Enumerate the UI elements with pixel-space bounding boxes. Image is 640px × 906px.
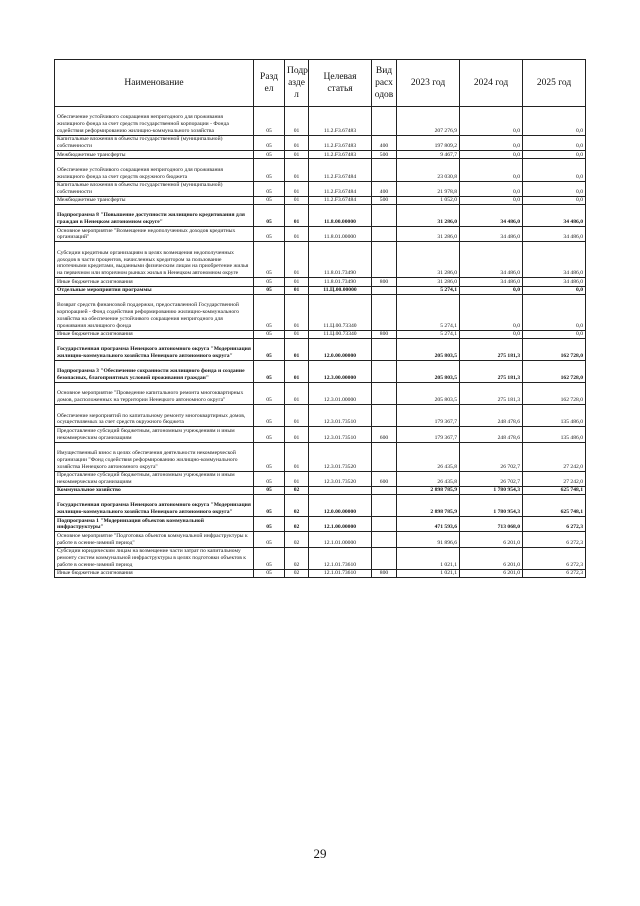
row-target-cell: 12.1.01.73610 (309, 547, 372, 569)
row-subsection-cell: 01 (285, 442, 309, 471)
row-name-cell: Предоставление субсидий бюджетным, автономным учреждениям и иным некоммерческим организациям (55, 471, 254, 486)
row-name-cell: Обеспечение устойчивого сокращения непригодного для проживания жилищного фонда за счет средств окружного бюджета (55, 159, 254, 181)
row-2024-cell: 713 068,0 (460, 517, 523, 532)
row-2024-cell: 1 780 954,3 (460, 495, 523, 517)
row-name-cell: Подпрограмма 3 "Обеспечение сохранности жилищного фонда и создание безопасных, благоприятных условий проживания граждан" (55, 361, 254, 383)
row-expense-type-cell (372, 286, 397, 294)
table-body (55, 107, 586, 578)
row-2024-cell: 34 486,0 (460, 227, 523, 242)
row-2023-cell: 1 052,0 (397, 196, 460, 204)
row-name-cell: Иные бюджетные ассигнования (55, 278, 254, 286)
row-expense-type-cell (372, 532, 397, 547)
row-expense-type-cell (372, 361, 397, 383)
table-row (55, 136, 586, 151)
row-2023-cell: 31 286,0 (397, 227, 460, 242)
row-2024-cell: 248 478,6 (460, 427, 523, 442)
budget-table (54, 59, 586, 578)
row-2025-cell: 0,0 (523, 286, 586, 294)
budget-sheet (54, 59, 585, 578)
row-subsection-cell: 02 (285, 532, 309, 547)
row-expense-type-cell: 800 (372, 330, 397, 338)
header-expense-type: Вид расх одов (372, 60, 397, 107)
row-2023-cell: 5 274,1 (397, 286, 460, 294)
row-2024-cell: 1 780 954,3 (460, 486, 523, 494)
row-target-cell: 12.3.01.73520 (309, 471, 372, 486)
table-row (55, 330, 586, 338)
row-2025-cell: 6 272,3 (523, 532, 586, 547)
row-target-cell: 12.3.01.73510 (309, 427, 372, 442)
row-name-cell: Предоставление субсидий бюджетным, автономным учреждениям и иным некоммерческим организациям (55, 427, 254, 442)
table-header-row (55, 60, 586, 107)
row-subsection-cell: 01 (285, 151, 309, 159)
row-2023-cell: 179 367,7 (397, 427, 460, 442)
row-subsection-cell: 01 (285, 294, 309, 330)
table-row (55, 196, 586, 204)
row-subsection-cell: 01 (285, 427, 309, 442)
row-2023-cell: 197 809,2 (397, 136, 460, 151)
row-name-cell: Государственная программа Ненецкого автономного округа "Модернизация жилищно-коммунального хозяйства Ненецкого автономного округа" (55, 339, 254, 361)
row-2024-cell: 34 486,0 (460, 205, 523, 227)
row-2025-cell: 0,0 (523, 181, 586, 196)
row-2025-cell: 625 748,1 (523, 495, 586, 517)
row-2025-cell: 27 242,0 (523, 471, 586, 486)
row-subsection-cell: 01 (285, 361, 309, 383)
row-section-cell: 05 (254, 278, 285, 286)
row-expense-type-cell (372, 405, 397, 427)
row-section-cell: 05 (254, 427, 285, 442)
row-section-cell: 05 (254, 330, 285, 338)
row-section-cell: 05 (254, 405, 285, 427)
row-name-cell: Отдельные мероприятия программы (55, 286, 254, 294)
row-2025-cell: 0,0 (523, 107, 586, 136)
row-2023-cell: 26 435,8 (397, 471, 460, 486)
page-number: 29 (313, 846, 327, 861)
table-row (55, 294, 586, 330)
row-subsection-cell: 02 (285, 569, 309, 577)
row-section-cell: 05 (254, 136, 285, 151)
row-name-cell: Возврат средств финансовой поддержки, предоставленной Государственной корпорацией - Фонд содействия реформированию жилищно-коммунального хозяйства на обеспечение устойчивого сокращения непригодного для проживания жилищного фонда (55, 294, 254, 330)
row-2024-cell: 275 181,3 (460, 361, 523, 383)
row-2024-cell: 6 201,0 (460, 547, 523, 569)
row-2024-cell: 26 702,7 (460, 442, 523, 471)
row-name-cell: Имущественный взнос в целях обеспечения деятельности некоммерческой организации "Фонд содействия реформированию жилищно-коммунального хозяйства Ненецкого автономного округа" (55, 442, 254, 471)
row-2023-cell: 205 803,5 (397, 339, 460, 361)
row-2025-cell: 0,0 (523, 196, 586, 204)
row-2023-cell: 2 898 785,9 (397, 486, 460, 494)
row-expense-type-cell (372, 242, 397, 278)
row-expense-type-cell: 600 (372, 427, 397, 442)
row-2025-cell: 0,0 (523, 159, 586, 181)
row-2024-cell: 26 702,7 (460, 471, 523, 486)
row-target-cell: 11.8.01.73490 (309, 242, 372, 278)
row-name-cell: Субсидии юридическим лицам на возмещение части затрат по капитальному ремонту систем коммунальной инфраструктуры в целях подготовки объектов к работе в осенне-зимний период (55, 547, 254, 569)
row-section-cell: 05 (254, 471, 285, 486)
row-2024-cell: 0,0 (460, 181, 523, 196)
row-subsection-cell: 01 (285, 405, 309, 427)
row-name-cell: Межбюджетные трансферты (55, 196, 254, 204)
row-2023-cell: 207 276,9 (397, 107, 460, 136)
table-row (55, 383, 586, 405)
table-row (55, 547, 586, 569)
row-name-cell: Подпрограмма 1 "Модернизация объектов коммунальной инфраструктуры" (55, 517, 254, 532)
row-2023-cell: 31 286,0 (397, 278, 460, 286)
row-expense-type-cell (372, 107, 397, 136)
table-row (55, 427, 586, 442)
row-2023-cell: 471 593,6 (397, 517, 460, 532)
row-name-cell: Субсидии кредитным организациям в целях возмещения недополученных доходов в части процентов, начисленных кредитором за пользование ипотечными кредитами, выданными физическим лицам на приобретение жилья на первичном или вторичном рынках жилья в Ненецком автономном округе (55, 242, 254, 278)
row-expense-type-cell: 500 (372, 151, 397, 159)
row-expense-type-cell: 400 (372, 181, 397, 196)
row-name-cell: Подпрограмма 8 "Повышение доступности жилищного кредитования для граждан в Ненецком автономном округе" (55, 205, 254, 227)
row-section-cell: 05 (254, 159, 285, 181)
row-subsection-cell: 02 (285, 486, 309, 494)
row-target-cell: 11.Ц.00.73340 (309, 294, 372, 330)
row-2023-cell: 1 021,1 (397, 547, 460, 569)
row-2025-cell: 34 486,0 (523, 242, 586, 278)
row-name-cell: Иные бюджетные ассигнования (55, 330, 254, 338)
row-2025-cell: 0,0 (523, 151, 586, 159)
row-expense-type-cell: 500 (372, 196, 397, 204)
row-expense-type-cell (372, 495, 397, 517)
row-subsection-cell: 01 (285, 339, 309, 361)
row-target-cell: 12.1.01.73610 (309, 569, 372, 577)
table-row (55, 107, 586, 136)
row-expense-type-cell (372, 339, 397, 361)
row-2024-cell: 0,0 (460, 330, 523, 338)
row-target-cell: 12.3.01.73520 (309, 442, 372, 471)
row-2024-cell: 6 201,0 (460, 569, 523, 577)
row-name-cell: Капитальные вложения в объекты государственной (муниципальной) собственности (55, 136, 254, 151)
table-row (55, 495, 586, 517)
row-2023-cell: 5 274,1 (397, 294, 460, 330)
row-2023-cell: 2 898 785,9 (397, 495, 460, 517)
row-2023-cell: 5 274,1 (397, 330, 460, 338)
row-section-cell: 05 (254, 196, 285, 204)
row-2025-cell: 34 486,0 (523, 278, 586, 286)
row-2023-cell: 31 286,0 (397, 242, 460, 278)
row-2024-cell: 275 181,3 (460, 339, 523, 361)
row-subsection-cell: 01 (285, 159, 309, 181)
table-row (55, 181, 586, 196)
row-subsection-cell: 01 (285, 330, 309, 338)
row-target-cell: 12.3.00.00000 (309, 361, 372, 383)
row-2024-cell: 275 181,3 (460, 383, 523, 405)
row-2023-cell: 9 467,7 (397, 151, 460, 159)
table-row (55, 471, 586, 486)
row-target-cell: 11.2.F3.67484 (309, 159, 372, 181)
row-section-cell: 05 (254, 242, 285, 278)
row-name-cell: Основное мероприятие "Возмещение недополученных доходов кредитных организаций" (55, 227, 254, 242)
table-row (55, 205, 586, 227)
row-name-cell: Коммунальное хозяйство (55, 486, 254, 494)
table-row (55, 405, 586, 427)
table-row (55, 286, 586, 294)
row-2025-cell: 162 728,0 (523, 383, 586, 405)
row-target-cell: 11.2.F3.67483 (309, 151, 372, 159)
row-section-cell: 05 (254, 495, 285, 517)
row-name-cell: Обеспечение мероприятий по капитальному ремонту многоквартирных домов, осуществляемых за счет средств окружного бюджета (55, 405, 254, 427)
row-expense-type-cell (372, 383, 397, 405)
row-expense-type-cell (372, 517, 397, 532)
row-subsection-cell: 02 (285, 547, 309, 569)
row-2025-cell: 6 272,3 (523, 547, 586, 569)
row-target-cell: 11.2.F3.67483 (309, 107, 372, 136)
row-target-cell: 12.0.00.00000 (309, 339, 372, 361)
header-target: Целевая статья (309, 60, 372, 107)
row-subsection-cell: 01 (285, 181, 309, 196)
row-section-cell: 05 (254, 486, 285, 494)
row-section-cell: 05 (254, 286, 285, 294)
row-subsection-cell: 01 (285, 286, 309, 294)
row-2025-cell: 6 272,3 (523, 517, 586, 532)
row-2025-cell: 34 486,0 (523, 205, 586, 227)
row-subsection-cell: 01 (285, 196, 309, 204)
header-2025: 2025 год (523, 60, 586, 107)
row-2023-cell: 205 803,5 (397, 361, 460, 383)
row-2024-cell: 0,0 (460, 107, 523, 136)
row-2024-cell: 248 478,6 (460, 405, 523, 427)
row-subsection-cell: 01 (285, 471, 309, 486)
row-expense-type-cell: 800 (372, 569, 397, 577)
row-2025-cell: 0,0 (523, 294, 586, 330)
row-target-cell: 12.0.00.00000 (309, 495, 372, 517)
row-2024-cell: 0,0 (460, 159, 523, 181)
row-subsection-cell: 01 (285, 205, 309, 227)
row-name-cell: Межбюджетные трансферты (55, 151, 254, 159)
row-name-cell: Иные бюджетные ассигнования (55, 569, 254, 577)
row-subsection-cell: 01 (285, 136, 309, 151)
row-expense-type-cell: 600 (372, 471, 397, 486)
row-expense-type-cell (372, 294, 397, 330)
row-section-cell: 05 (254, 181, 285, 196)
header-section: Разд ел (254, 60, 285, 107)
row-2024-cell: 34 486,0 (460, 278, 523, 286)
row-2025-cell: 34 486,0 (523, 227, 586, 242)
row-section-cell: 05 (254, 532, 285, 547)
row-section-cell: 05 (254, 205, 285, 227)
row-section-cell: 05 (254, 569, 285, 577)
row-name-cell: Государственная программа Ненецкого автономного округа "Модернизация жилищно-коммунального хозяйства Ненецкого автономного округа" (55, 495, 254, 517)
row-2023-cell: 26 435,8 (397, 442, 460, 471)
row-target-cell: 11.Ц.00.00000 (309, 286, 372, 294)
row-expense-type-cell (372, 486, 397, 494)
table-row (55, 242, 586, 278)
row-expense-type-cell (372, 227, 397, 242)
header-2023: 2023 год (397, 60, 460, 107)
row-2023-cell: 205 803,5 (397, 383, 460, 405)
row-subsection-cell: 01 (285, 242, 309, 278)
row-2024-cell: 6 201,0 (460, 532, 523, 547)
row-2023-cell: 21 978,8 (397, 181, 460, 196)
row-target-cell: 11.Ц.00.73340 (309, 330, 372, 338)
table-row (55, 339, 586, 361)
row-subsection-cell: 01 (285, 107, 309, 136)
table-row (55, 569, 586, 577)
row-target-cell (309, 486, 372, 494)
row-section-cell: 05 (254, 294, 285, 330)
row-section-cell: 05 (254, 151, 285, 159)
row-section-cell: 05 (254, 339, 285, 361)
row-section-cell: 05 (254, 517, 285, 532)
row-target-cell: 11.8.01.73490 (309, 278, 372, 286)
row-2023-cell: 179 367,7 (397, 405, 460, 427)
row-2025-cell: 625 748,1 (523, 486, 586, 494)
row-target-cell: 12.1.01.00000 (309, 532, 372, 547)
row-target-cell: 11.2.F3.67484 (309, 181, 372, 196)
row-2024-cell: 0,0 (460, 136, 523, 151)
table-row (55, 227, 586, 242)
row-target-cell: 12.3.01.73510 (309, 405, 372, 427)
row-2025-cell: 6 272,3 (523, 569, 586, 577)
row-2025-cell: 162 728,0 (523, 361, 586, 383)
row-target-cell: 11.2.F3.67484 (309, 196, 372, 204)
row-target-cell: 12.3.01.00000 (309, 383, 372, 405)
row-name-cell: Обеспечение устойчивого сокращения непригодного для проживания жилищного фонда за счет средств государственной корпорации - Фонда содействия реформированию жилищно-коммунального хозяйства (55, 107, 254, 136)
row-2024-cell: 0,0 (460, 286, 523, 294)
header-subsection: Подр азде л (285, 60, 309, 107)
row-2023-cell: 1 021,1 (397, 569, 460, 577)
row-name-cell: Капитальные вложения в объекты государственной (муниципальной) собственности (55, 181, 254, 196)
row-section-cell: 05 (254, 383, 285, 405)
table-row (55, 159, 586, 181)
table-row (55, 361, 586, 383)
row-2024-cell: 0,0 (460, 196, 523, 204)
row-name-cell: Основное мероприятие "Подготовка объектов коммунальной инфраструктуры к работе в осенне-зимний период" (55, 532, 254, 547)
row-section-cell: 05 (254, 361, 285, 383)
row-expense-type-cell: 800 (372, 278, 397, 286)
row-subsection-cell: 01 (285, 278, 309, 286)
row-section-cell: 05 (254, 442, 285, 471)
row-expense-type-cell (372, 442, 397, 471)
row-2025-cell: 135 486,0 (523, 405, 586, 427)
row-2023-cell: 31 286,0 (397, 205, 460, 227)
row-section-cell: 05 (254, 107, 285, 136)
row-section-cell: 05 (254, 227, 285, 242)
table-row (55, 517, 586, 532)
header-name: Наименование (55, 60, 254, 107)
row-2024-cell: 0,0 (460, 151, 523, 159)
header-2024: 2024 год (460, 60, 523, 107)
table-row (55, 151, 586, 159)
row-target-cell: 12.1.00.00000 (309, 517, 372, 532)
row-2025-cell: 135 486,0 (523, 427, 586, 442)
table-row (55, 486, 586, 494)
row-target-cell: 11.2.F3.67483 (309, 136, 372, 151)
row-subsection-cell: 01 (285, 227, 309, 242)
row-2024-cell: 0,0 (460, 294, 523, 330)
row-2025-cell: 162 728,0 (523, 339, 586, 361)
row-target-cell: 11.8.01.00000 (309, 227, 372, 242)
row-2025-cell: 27 242,0 (523, 442, 586, 471)
row-expense-type-cell (372, 205, 397, 227)
row-subsection-cell: 01 (285, 383, 309, 405)
table-row (55, 442, 586, 471)
row-subsection-cell: 02 (285, 495, 309, 517)
row-expense-type-cell (372, 547, 397, 569)
row-expense-type-cell (372, 159, 397, 181)
row-section-cell: 05 (254, 547, 285, 569)
row-target-cell: 11.8.00.00000 (309, 205, 372, 227)
table-row (55, 532, 586, 547)
row-2024-cell: 34 486,0 (460, 242, 523, 278)
row-2025-cell: 0,0 (523, 136, 586, 151)
row-subsection-cell: 02 (285, 517, 309, 532)
row-2023-cell: 23 030,8 (397, 159, 460, 181)
row-2023-cell: 91 896,6 (397, 532, 460, 547)
table-row (55, 278, 586, 286)
row-2025-cell: 0,0 (523, 330, 586, 338)
row-expense-type-cell: 400 (372, 136, 397, 151)
row-name-cell: Основное мероприятие "Проведение капитального ремонта многоквартирных домов, расположенных на территории Ненецкого автономного округа" (55, 383, 254, 405)
